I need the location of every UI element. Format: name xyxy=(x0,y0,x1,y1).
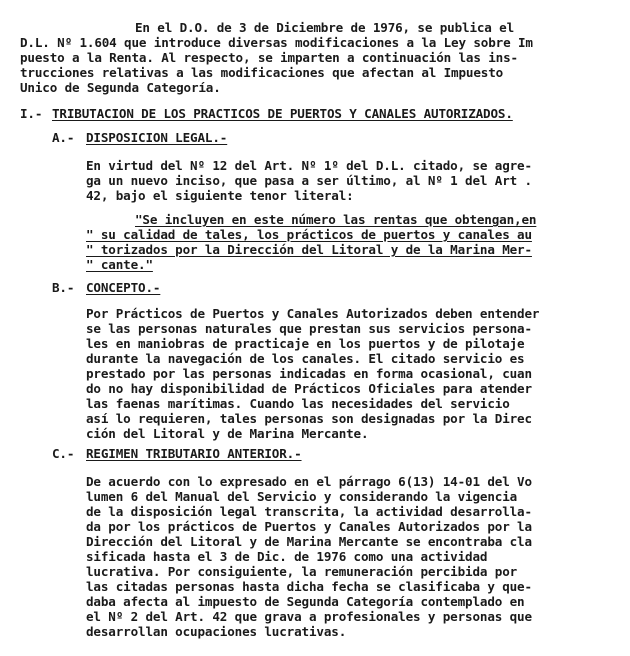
section-B-line: se las personas naturales que prestan sus servicios persona- xyxy=(86,321,532,336)
intro-line: En el D.O. de 3 de Diciembre de 1976, se publica el xyxy=(135,20,515,35)
section-C-line: de la disposición legal transcrita, la actividad desarrolla- xyxy=(86,504,532,519)
section-A-line: En virtud del Nº 12 del Art. Nº 1º del D.L. citado, se agre- xyxy=(86,158,532,173)
section-B-number: B.- xyxy=(52,280,75,295)
legal-quote-line: " cante." xyxy=(86,257,153,272)
section-I-title: TRIBUTACION DE LOS PRACTICOS DE PUERTOS Y CANALES AUTORIZADOS. xyxy=(52,106,513,121)
section-A-line: 42, bajo el siguiente tenor literal: xyxy=(86,188,354,203)
legal-quote-line: " torizados por la Dirección del Litoral y de la Marina Mer- xyxy=(86,242,532,257)
section-B-line: do no hay disponibilidad de Prácticos Oficiales para atender xyxy=(86,381,532,396)
section-C-line: desarrollan ocupaciones lucrativas. xyxy=(86,624,347,639)
section-C-line: lucrativa. Por consiguiente, la remuneración percibida por xyxy=(86,564,518,579)
section-B-line: así lo requieren, tales personas son designadas por la Direc xyxy=(86,411,532,426)
section-B-line: prestado por las personas indicadas en forma ocasional, cuan xyxy=(86,366,532,381)
intro-line: Unico de Segunda Categoría. xyxy=(20,80,221,95)
section-B-line: ción del Litoral y de Marina Mercante. xyxy=(86,426,369,441)
section-C-number: C.- xyxy=(52,446,75,461)
section-C-line: lumen 6 del Manual del Servicio y considerando la vigencia xyxy=(86,489,518,504)
section-B-line: durante la navegación de los canales. El citado servicio es xyxy=(86,351,525,366)
intro-line: trucciones relativas a las modificaciones que afectan al Impuesto xyxy=(20,65,504,80)
section-I-number: I.- xyxy=(20,106,43,121)
section-C-line: da por los prácticos de Puertos y Canales Autorizados por la xyxy=(86,519,532,534)
intro-line: puesto a la Renta. Al respecto, se imparten a continuación las ins- xyxy=(20,50,518,65)
section-B-line: las faenas marítimas. Cuando las necesidades del servicio xyxy=(86,396,510,411)
section-C-line: sificada hasta el 3 de Dic. de 1976 como una actividad xyxy=(86,549,488,564)
section-A-number: A.- xyxy=(52,130,75,145)
section-C-line: De acuerdo con lo expresado en el párrago 6(13) 14-01 del Vo xyxy=(86,474,532,489)
section-B-title: CONCEPTO.- xyxy=(86,280,161,295)
section-B-line: les en maniobras de practicaje en los puertos y de pilotaje xyxy=(86,336,525,351)
section-C-line: Dirección del Litoral y de Marina Mercante se encontraba cla xyxy=(86,534,532,549)
section-B-line: Por Prácticos de Puertos y Canales Autorizados deben entender xyxy=(86,306,540,321)
legal-quote-line: "Se incluyen en este número las rentas que obtengan,en xyxy=(135,212,537,227)
section-A-line: ga un nuevo inciso, que pasa a ser último, al Nº 1 del Art . xyxy=(86,173,532,188)
intro-line: D.L. Nº 1.604 que introduce diversas modificaciones a la Ley sobre Im xyxy=(20,35,533,50)
section-C-line: daba afecta al impuesto de Segunda Categoría contemplado en xyxy=(86,594,525,609)
section-C-line: las citadas personas hasta dicha fecha se clasificaba y que- xyxy=(86,579,532,594)
section-C-line: el Nº 2 del Art. 42 que grava a profesionales y personas que xyxy=(86,609,532,624)
legal-quote-line: " su calidad de tales, los prácticos de puertos y canales au xyxy=(86,227,532,242)
section-A-title: DISPOSICION LEGAL.- xyxy=(86,130,228,145)
section-C-title: REGIMEN TRIBUTARIO ANTERIOR.- xyxy=(86,446,302,461)
